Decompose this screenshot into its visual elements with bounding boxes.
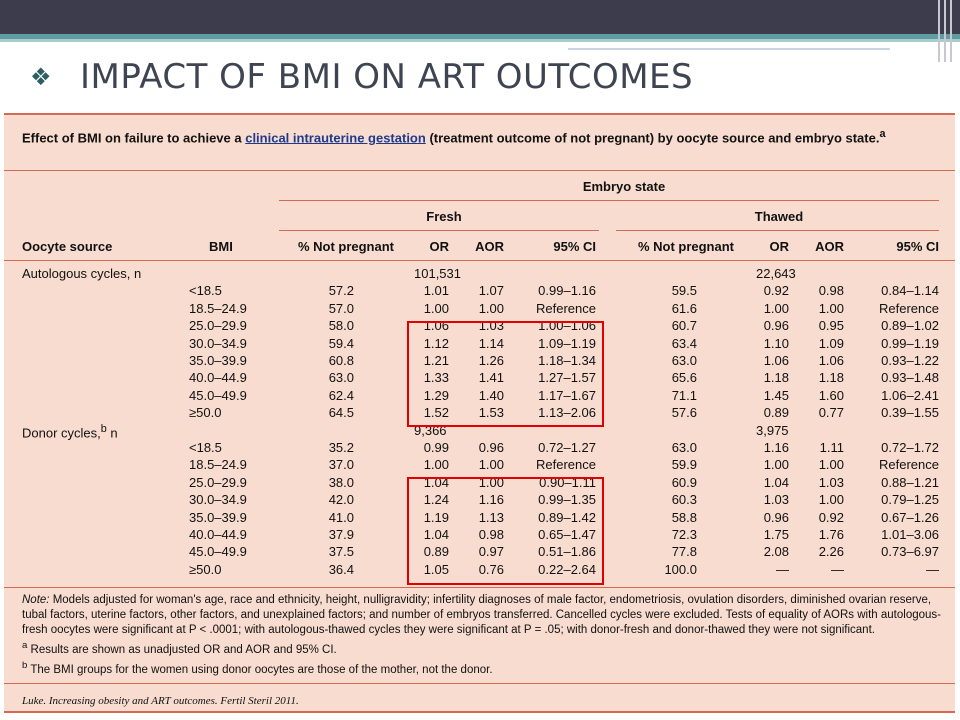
cell-fresh-ci: 0.65–1.47 <box>538 527 596 542</box>
cell-thawed-ci: 0.93–1.48 <box>881 370 939 386</box>
cell-fresh-not-pregnant: 42.0 <box>328 492 354 508</box>
cell-thawed-ci: — <box>926 561 939 577</box>
cell-thawed-not-pregnant: 72.3 <box>671 527 697 542</box>
cell-fresh-or: 1.06 <box>423 318 449 334</box>
table-caption <box>22 125 952 147</box>
cell-thawed-aor: 1.00 <box>818 300 844 316</box>
rule-embryo-state <box>279 200 939 201</box>
diamond-bullet-icon: ❖ <box>30 63 52 91</box>
cell-thawed-ci: 0.88–1.21 <box>881 474 939 490</box>
cell-thawed-aor: 1.18 <box>818 370 844 386</box>
cell-thawed-not-pregnant: 100.0 <box>664 561 697 577</box>
cell-thawed-ci: 1.01–3.06 <box>881 527 939 542</box>
caption-text-end: (treatment outcome of not pregnant) by oocyte source and embryo state. <box>425 130 880 146</box>
rule-thawed <box>616 230 939 231</box>
cell-thawed-aor: 1.06 <box>818 353 844 368</box>
cell-fresh-aor: 0.96 <box>478 440 504 455</box>
cell-fresh-or: 1.00 <box>423 457 449 473</box>
cell-thawed-not-pregnant: 60.9 <box>671 474 697 490</box>
header-thawed: Thawed <box>754 209 804 224</box>
cell-bmi: 30.0–34.9 <box>189 335 247 351</box>
cell-thawed-aor: 1.76 <box>818 527 844 542</box>
cell-fresh-not-pregnant: 58.0 <box>328 318 354 334</box>
decorative-lines <box>938 0 956 62</box>
cell-thawed-ci: 0.89–1.02 <box>881 318 939 334</box>
reference-citation: Luke. Increasing obesity and ART outcomes. Fertil Steril 2011. <box>22 695 299 707</box>
cell-thawed-ci: 0.39–1.55 <box>881 405 939 421</box>
cell-thawed-aor: 0.95 <box>818 318 844 334</box>
cell-fresh-aor: 1.40 <box>478 387 504 403</box>
cell-fresh-not-pregnant: 59.4 <box>328 335 354 351</box>
cell-thawed-not-pregnant: 59.5 <box>671 283 697 299</box>
header-thawed-or: OR <box>769 239 789 254</box>
rule-top <box>4 170 955 171</box>
cell-thawed-or: 1.10 <box>763 335 789 351</box>
note-paragraph <box>22 593 942 638</box>
cell-fresh-ci: 0.99–1.16 <box>538 283 596 299</box>
footnote-a: $^a$ Results are shown as unadjusted OR and AOR and 95% CI. <box>22 640 337 656</box>
cell-thawed-not-pregnant: 57.6 <box>671 405 697 421</box>
cell-thawed-aor: 1.11 <box>819 440 844 455</box>
cell-fresh-not-pregnant: 41.0 <box>328 509 354 525</box>
cell-fresh-or: 1.05 <box>423 561 449 577</box>
cell-fresh-aor: 1.07 <box>478 283 504 299</box>
slide-title: IMPACT OF BMI ON ART OUTCOMES <box>80 57 694 97</box>
group-label: Donor cycles,$^b$ n <box>22 422 118 440</box>
cell-thawed-or: — <box>776 561 789 577</box>
cell-thawed-ci: 0.99–1.19 <box>881 335 939 351</box>
top-bar <box>0 0 960 34</box>
cell-thawed-or: 1.45 <box>763 387 789 403</box>
cell-fresh-or: 1.01 <box>423 283 449 299</box>
results-table-panel <box>4 113 955 713</box>
cell-fresh-ci: 0.89–1.42 <box>538 509 596 525</box>
cell-thawed-aor: — <box>831 561 844 577</box>
cell-fresh-or: 0.99 <box>423 440 449 455</box>
cell-fresh-aor: 1.13 <box>478 509 504 525</box>
cell-bmi: 25.0–29.9 <box>189 318 247 334</box>
cell-thawed-or: 1.06 <box>763 353 789 368</box>
note-label: Note: <box>22 594 50 606</box>
header-fresh-ci: 95% CI <box>553 239 596 254</box>
cell-thawed-ci: Reference <box>879 300 939 316</box>
cell-fresh-not-pregnant: 37.0 <box>328 457 354 473</box>
caption-footnote-mark: a <box>879 128 886 140</box>
cell-thawed-aor: 0.98 <box>818 283 844 299</box>
header-bmi: BMI <box>209 239 233 254</box>
cell-bmi: ≥50.0 <box>189 561 222 577</box>
cell-fresh-not-pregnant: 60.8 <box>328 353 354 368</box>
title-underline <box>568 48 890 50</box>
cell-thawed-ci: 0.79–1.25 <box>881 492 939 508</box>
cell-fresh-not-pregnant: 37.9 <box>328 527 354 542</box>
cell-thawed-ci: 1.06–2.41 <box>881 387 939 403</box>
cell-bmi: 18.5–24.9 <box>189 457 247 473</box>
cell-fresh-ci: 1.17–1.67 <box>538 387 596 403</box>
cell-fresh-not-pregnant: 63.0 <box>328 370 354 386</box>
cell-fresh-ci: 1.27–1.57 <box>538 370 596 386</box>
rule-fresh <box>279 230 599 231</box>
header-fresh-not-pregnant: % Not pregnant <box>297 239 394 254</box>
cell-thawed-or: 0.89 <box>763 405 789 421</box>
rule-header-bottom <box>4 260 955 261</box>
cell-thawed-or: 2.08 <box>763 544 789 560</box>
cell-fresh-or: 1.00 <box>423 300 449 316</box>
cell-thawed-ci: 0.73–6.97 <box>881 544 939 560</box>
cell-thawed-not-pregnant: 60.3 <box>671 492 697 508</box>
cell-thawed-aor: 1.00 <box>818 492 844 508</box>
cell-fresh-not-pregnant: 37.5 <box>328 544 354 560</box>
cell-fresh-or: 1.33 <box>423 370 449 386</box>
cell-thawed-not-pregnant: 65.6 <box>671 370 697 386</box>
slide-title-area <box>30 52 693 102</box>
cell-fresh-ci: 0.90–1.11 <box>539 474 596 490</box>
caption-link[interactable]: clinical intrauterine gestation <box>245 130 426 146</box>
header-fresh-aor: AOR <box>475 239 504 254</box>
cell-bmi: <18.5 <box>189 283 222 299</box>
header-thawed-ci: 95% CI <box>896 239 939 254</box>
cell-fresh-or: 1.19 <box>423 509 449 525</box>
cell-thawed-not-pregnant: 63.0 <box>671 353 697 368</box>
cell-bmi: 45.0–49.9 <box>189 387 247 403</box>
cell-fresh-ci: 1.00–1.06 <box>538 318 596 334</box>
cell-thawed-aor: 1.09 <box>818 335 844 351</box>
caption-text: Effect of BMI on failure to achieve a <box>22 130 246 146</box>
cell-fresh-aor: 1.16 <box>478 492 504 508</box>
cell-fresh-not-pregnant: 64.5 <box>328 405 354 421</box>
group-n-thawed: 3,975 <box>756 422 789 438</box>
group-footnote-mark: b <box>100 422 107 435</box>
cell-thawed-not-pregnant: 59.9 <box>671 457 697 473</box>
cell-fresh-aor: 0.98 <box>478 527 504 542</box>
cell-thawed-not-pregnant: 61.6 <box>671 300 697 316</box>
group-n-thawed: 22,643 <box>756 266 796 281</box>
cell-fresh-ci: 1.18–1.34 <box>538 353 596 368</box>
header-fresh: Fresh <box>426 209 462 224</box>
cell-thawed-or: 1.04 <box>763 474 789 490</box>
cell-thawed-ci: 0.67–1.26 <box>881 509 939 525</box>
cell-thawed-or: 0.96 <box>763 509 789 525</box>
cell-fresh-aor: 0.76 <box>478 561 504 577</box>
cell-fresh-aor: 1.53 <box>478 405 504 421</box>
cell-thawed-ci: 0.93–1.22 <box>881 353 939 368</box>
group-n-fresh: 101,531 <box>414 266 461 281</box>
cell-fresh-aor: 0.97 <box>478 544 504 560</box>
cell-thawed-or: 0.92 <box>763 283 789 299</box>
cell-bmi: 35.0–39.9 <box>189 509 247 525</box>
cell-fresh-ci: Reference <box>536 457 596 473</box>
rule-notes-bottom <box>4 683 955 684</box>
cell-thawed-not-pregnant: 63.0 <box>671 440 697 455</box>
cell-bmi: 45.0–49.9 <box>189 544 247 560</box>
cell-fresh-not-pregnant: 36.4 <box>328 561 354 577</box>
cell-fresh-ci: 0.51–1.86 <box>538 544 596 560</box>
footnote-b: $^b$ The BMI groups for the women using donor oocytes are those of the mother, not the donor. <box>22 659 493 676</box>
cell-fresh-ci: Reference <box>536 300 596 316</box>
cell-fresh-or: 1.04 <box>423 527 449 542</box>
top-bar-stripe-light <box>0 39 960 42</box>
cell-fresh-aor: 1.00 <box>478 474 504 490</box>
cell-thawed-or: 1.16 <box>763 440 789 455</box>
cell-fresh-or: 1.04 <box>423 474 449 490</box>
cell-fresh-or: 1.52 <box>423 405 449 421</box>
cell-bmi: 40.0–44.9 <box>189 370 247 386</box>
cell-fresh-not-pregnant: 57.0 <box>328 300 354 316</box>
cell-thawed-not-pregnant: 71.1 <box>671 387 697 403</box>
cell-fresh-aor: 1.41 <box>478 370 504 386</box>
cell-thawed-ci: 0.84–1.14 <box>881 283 939 299</box>
cell-thawed-or: 0.96 <box>763 318 789 334</box>
highlight-box-donor <box>407 474 604 585</box>
cell-fresh-or: 0.89 <box>423 544 449 560</box>
cell-thawed-aor: 1.60 <box>818 387 844 403</box>
cell-fresh-ci: 0.72–1.27 <box>538 440 596 455</box>
cell-thawed-not-pregnant: 60.7 <box>671 318 697 334</box>
cell-fresh-or: 1.12 <box>423 335 449 351</box>
cell-thawed-not-pregnant: 77.8 <box>671 544 697 560</box>
cell-thawed-aor: 0.77 <box>818 405 844 421</box>
cell-thawed-ci: 0.72–1.72 <box>881 440 939 455</box>
cell-thawed-aor: 2.26 <box>818 544 844 560</box>
cell-thawed-or: 1.00 <box>763 300 789 316</box>
cell-fresh-not-pregnant: 35.2 <box>328 440 354 455</box>
cell-thawed-aor: 1.03 <box>818 474 844 490</box>
cell-fresh-or: 1.29 <box>423 387 449 403</box>
cell-fresh-ci: 1.13–2.06 <box>538 405 596 421</box>
footnote-a-text: Results are shown as unadjusted OR and AOR and 95% CI. <box>30 643 337 656</box>
header-fresh-or: OR <box>429 239 449 254</box>
cell-fresh-ci: 0.99–1.35 <box>538 492 596 508</box>
cell-bmi: 18.5–24.9 <box>189 300 247 316</box>
cell-fresh-ci: 0.22–2.64 <box>538 561 596 577</box>
header-oocyte-source: Oocyte source <box>22 239 113 254</box>
cell-fresh-aor: 1.00 <box>478 300 504 316</box>
cell-fresh-aor: 1.00 <box>478 457 504 473</box>
group-label: Autologous cycles, n <box>22 266 142 281</box>
table-notes <box>22 593 942 678</box>
cell-fresh-not-pregnant: 57.2 <box>328 283 354 299</box>
cell-bmi: 35.0–39.9 <box>189 353 247 368</box>
cell-thawed-aor: 0.92 <box>818 509 844 525</box>
cell-fresh-or: 1.24 <box>423 492 449 508</box>
cell-thawed-or: 1.18 <box>763 370 789 386</box>
note-text: Models adjusted for woman's age, race and ethnicity, height, nulligravidity; infertility diagnoses of male factor, endometriosis, ovulation disorders, diminished ovarian reserve, tubal factors, uterine factors, other factors, and unexplained factors; and number of embryos transferred. Cancelled cycles were excluded. Tests of equality of AORs with autologous-fresh oocytes were significant at P < .0001; with autologous-thawed cycles they were significant at P = .05; with donor-fresh and donor-thawed they were not significant. <box>22 594 941 636</box>
header-thawed-not-pregnant: % Not pregnant <box>637 239 734 254</box>
cell-thawed-or: 1.00 <box>763 457 789 473</box>
cell-thawed-not-pregnant: 58.8 <box>671 509 697 525</box>
footnote-b-text: The BMI groups for the women using donor oocytes are those of the mother, not the donor. <box>30 663 493 676</box>
cell-thawed-or: 1.03 <box>763 492 789 508</box>
cell-fresh-aor: 1.03 <box>478 318 504 334</box>
cell-fresh-ci: 1.09–1.19 <box>538 335 596 351</box>
cell-thawed-or: 1.75 <box>763 527 789 542</box>
header-embryo-state: Embryo state <box>582 179 666 194</box>
cell-fresh-not-pregnant: 62.4 <box>328 387 354 403</box>
cell-thawed-not-pregnant: 63.4 <box>671 335 697 351</box>
highlight-box-autologous <box>407 321 604 427</box>
cell-bmi: 30.0–34.9 <box>189 492 247 508</box>
cell-bmi: 25.0–29.9 <box>189 474 247 490</box>
group-n-fresh: 9,366 <box>414 422 447 438</box>
cell-bmi: 40.0–44.9 <box>189 527 247 542</box>
cell-thawed-ci: Reference <box>879 457 939 473</box>
cell-fresh-not-pregnant: 38.0 <box>328 474 354 490</box>
cell-thawed-aor: 1.00 <box>818 457 844 473</box>
cell-bmi: ≥50.0 <box>189 405 222 421</box>
cell-bmi: <18.5 <box>189 440 222 455</box>
rule-table-bottom <box>4 587 955 588</box>
cell-fresh-or: 1.21 <box>423 353 449 368</box>
cell-fresh-aor: 1.26 <box>478 353 504 368</box>
header-thawed-aor: AOR <box>815 239 844 254</box>
cell-fresh-aor: 1.14 <box>478 335 504 351</box>
